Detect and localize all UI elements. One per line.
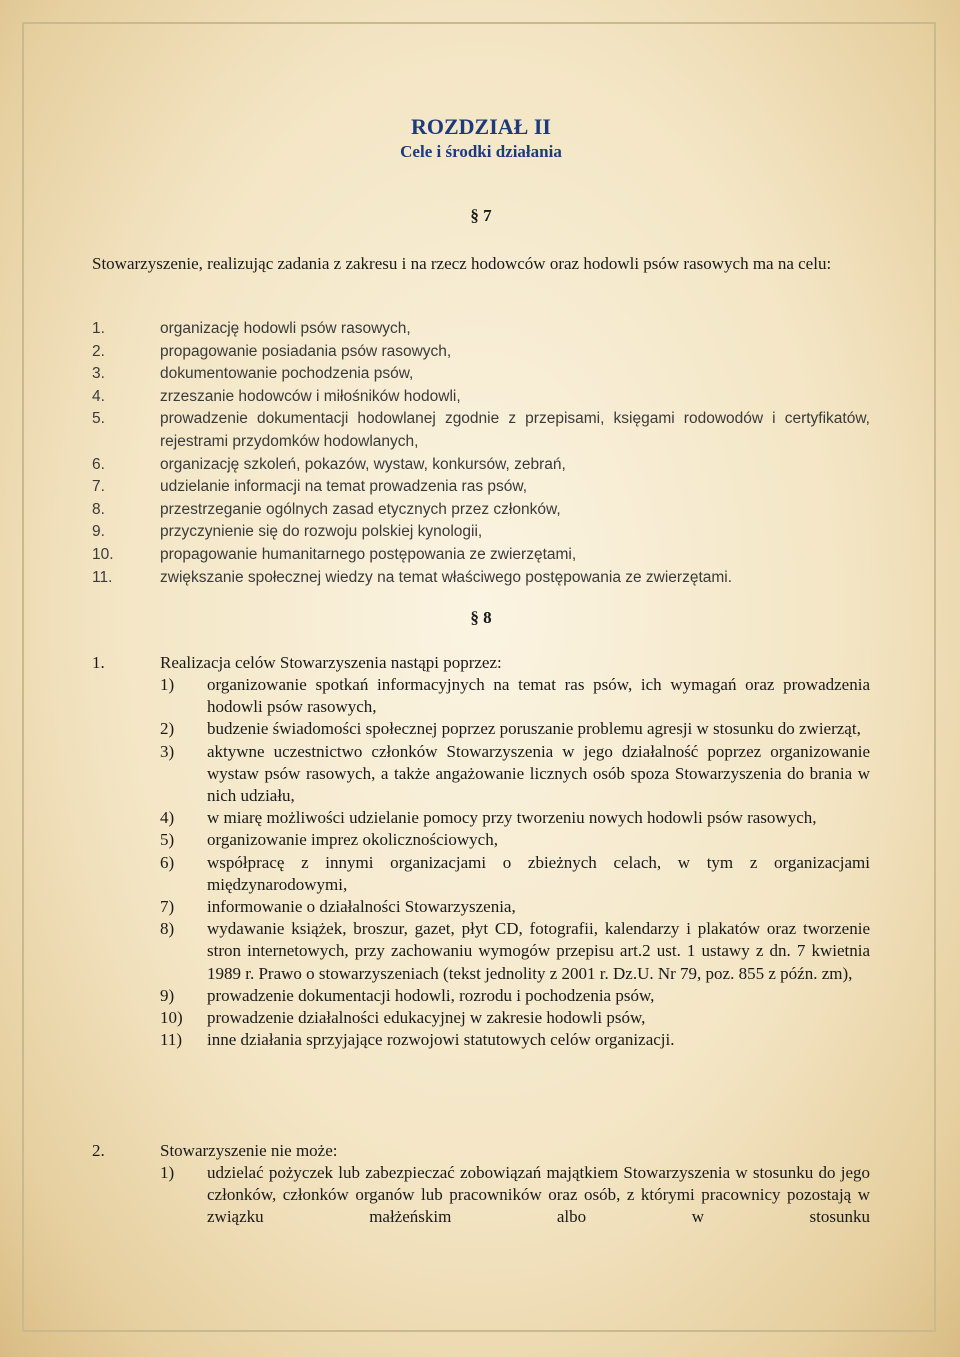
point-1-means-list — [92, 674, 870, 1051]
point-2-prohibitions-list — [92, 1162, 870, 1229]
list-item: 2) budzenie świadomości społecznej poprzez poruszanie problemu agresji w stosunku do zwierząt, — [160, 719, 861, 739]
point-2-heading: 2. Stowarzyszenie nie może: — [92, 1141, 338, 1160]
list-item: 4. zrzeszanie hodowców i miłośników hodowli, — [92, 387, 461, 405]
point-1-heading: 1. Realizacja celów Stowarzyszenia nastąpi poprzez: — [92, 653, 502, 672]
list-item: 7) informowanie o działalności Stowarzyszenia, — [160, 897, 516, 917]
list-item: 5. prowadzenie dokumentacji hodowlanej zgodnie z przepisami, księgami rodowodów i certyfikatów, rejestrami przydomków hodowlanych, — [92, 410, 870, 450]
list-item: 10. propagowanie humanitarnego postępowania ze zwierzętami, — [92, 545, 577, 563]
list-item: 7. udzielanie informacji na temat prowadzenia ras psów, — [92, 478, 528, 496]
chapter-title: ROZDZIAŁ II — [411, 114, 551, 139]
list-item: 3) aktywne uczestnictwo członków Stowarzyszenia w jego działalność poprzez organizowanie wystaw psów rasowych, a także angażowanie licznych osób spoza Stowarzyszenia do brania w nich udziału, — [160, 741, 870, 806]
list-item: 6. organizację szkoleń, pokazów, wystaw, konkursów, zebrań, — [92, 455, 566, 473]
section-8-point-1 — [92, 651, 870, 1051]
list-item: 4) w miarę możliwości udzielanie pomocy przy tworzeniu nowych hodowli psów rasowych, — [160, 808, 817, 828]
list-item: 8. przestrzeganie ogólnych zasad etycznych przez członków, — [92, 500, 561, 518]
list-item: 3. dokumentowanie pochodzenia psów, — [92, 365, 414, 383]
list-item: 5) organizowanie imprez okolicznościowych, — [160, 830, 498, 850]
list-item: 11) inne działania sprzyjające rozwojowi statutowych celów organizacji. — [160, 1030, 675, 1050]
section-7-goals-list — [92, 318, 870, 589]
list-item: 8) wydawanie książek, broszur, gazet, płyt CD, fotografii, kalendarzy i plakatów oraz tworzenie stron internetowych, przy zachowaniu wymogów przepisu art.2 ust. 1 ustawy z dn. 7 kwietnia 1989 r. Prawo o stowarzyszeniach (tekst jednolity z 2001 r. Dz.U. Nr 79, poz. 855 z późn. zm), — [160, 919, 870, 983]
list-item: 9. przyczynienie się do rozwoju polskiej kynologii, — [92, 523, 483, 541]
list-item: 6) współpracę z innymi organizacjami o zbieżnych celach, w tym z organizacjami międzynarodowymi, — [160, 852, 870, 894]
section-8-mark: § 8 — [470, 608, 492, 627]
list-item: 2. propagowanie posiadania psów rasowych, — [92, 342, 452, 360]
chapter-subtitle: Cele i środki działania — [400, 142, 562, 161]
list-item: 1. organizację hodowli psów rasowych, — [92, 320, 411, 337]
list-item: 11. zwiększanie społecznej wiedzy na temat właściwego postępowania ze zwierzętami. — [92, 568, 733, 586]
section-8-point-2 — [92, 1139, 870, 1229]
list-item: 9) prowadzenie dokumentacji hodowli, rozrodu i pochodzenia psów, — [160, 985, 655, 1005]
section-7-intro: Stowarzyszenie, realizując zadania z zakresu i na rzecz hodowców oraz hodowli psów rasowych ma na celu: — [92, 254, 832, 273]
section-7-mark: § 7 — [470, 206, 492, 225]
list-item: 1) organizowanie spotkań informacyjnych na temat ras psów, ich wymagań oraz prowadzenia hodowli psów rasowych, — [160, 675, 870, 717]
list-item: 1) udzielać pożyczek lub zabezpieczać zobowiązań majątkiem Stowarzyszenia w stosunku do jego członków, członków organów lub pracowników oraz osób, z którymi pracownicy pozostają w związku małżeńskim albo w stosunku — [160, 1163, 870, 1227]
list-item: 10) prowadzenie działalności edukacyjnej w zakresie hodowli psów, — [160, 1008, 646, 1028]
